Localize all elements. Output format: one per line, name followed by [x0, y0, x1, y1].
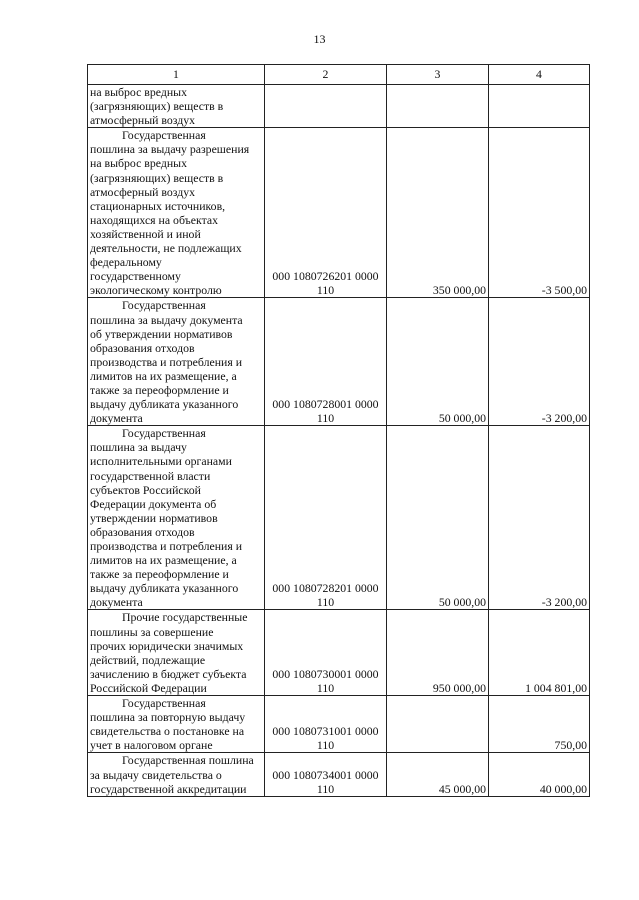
table-row [88, 426, 590, 610]
revenue-name-line: пошлина за выдачу [90, 440, 187, 455]
revenue-name-line: за выдачу свидетельства о [90, 767, 222, 782]
amount-col3-cell: 50 000,00 [387, 426, 489, 610]
table-body [88, 85, 590, 797]
amount-col4-cell: 1 004 801,00 [489, 610, 590, 696]
budget-code-line [267, 99, 384, 113]
revenue-name-line: прочих юридически значимых [90, 638, 244, 653]
revenue-name-line: Федерации документа об [90, 496, 217, 511]
revenue-name-line: экологическому контролю [90, 283, 222, 298]
revenue-name-line: утверждении нормативов [90, 510, 218, 525]
budget-code-line: 000 1080731001 0000 [272, 724, 379, 739]
table-row [88, 696, 590, 753]
budget-code-line: 000 1080734001 0000 [272, 767, 379, 782]
revenue-name-line: производства и потребления и [90, 354, 243, 369]
amount-col3-cell: 50 000,00 [387, 298, 489, 426]
revenue-name-line: федеральному [90, 255, 162, 270]
revenue-name-line: также за переоформление и [90, 382, 229, 397]
revenue-name-cell [88, 85, 265, 128]
budget-code-line: 110 [316, 781, 335, 796]
revenue-name-cell [88, 753, 265, 796]
amount-col3-cell [387, 85, 489, 128]
revenue-name-line: зачислению в бюджет субъекта [90, 666, 247, 681]
revenue-name-line: Российской Федерации [90, 680, 207, 695]
column-header: 3 [387, 65, 489, 85]
table-header-row [88, 65, 590, 85]
revenue-name-line: также за переоформление и [90, 567, 229, 582]
revenue-name-line: об утверждении нормативов [90, 326, 233, 341]
revenue-table [87, 64, 590, 797]
revenue-name-cell [88, 128, 265, 298]
revenue-name-line: государственной аккредитации [90, 781, 247, 796]
column-header: 2 [265, 65, 387, 85]
budget-code-cell [265, 426, 387, 610]
revenue-name-line: Прочие государственные [122, 610, 248, 625]
amount-col3-cell: 45 000,00 [387, 753, 489, 796]
table-row [88, 753, 590, 796]
revenue-name-line: (загрязняющих) веществ в [90, 99, 224, 114]
budget-code-cell [265, 128, 387, 298]
budget-code-cell [265, 610, 387, 696]
amount-col4-cell: 40 000,00 [489, 753, 590, 796]
budget-code-cell [265, 298, 387, 426]
budget-code-line: 000 1080726201 0000 [272, 269, 379, 284]
revenue-name-line: Государственная [122, 696, 206, 711]
revenue-name-line: хозяйственной и иной [90, 226, 201, 241]
budget-code-line: 110 [316, 595, 335, 610]
revenue-name-line: Государственная [122, 298, 206, 313]
amount-col4-cell: -3 500,00 [489, 128, 590, 298]
revenue-name-line: государственной власти [90, 468, 211, 483]
table-row [88, 85, 590, 128]
revenue-name-line: документа [90, 411, 143, 426]
amount-col3-cell: 950 000,00 [387, 610, 489, 696]
budget-code-line: 000 1080730001 0000 [272, 666, 379, 681]
table-row [88, 298, 590, 426]
table-row [88, 610, 590, 696]
revenue-name-line: Государственная [122, 426, 206, 441]
revenue-name-line: стационарных источников, [90, 198, 226, 213]
revenue-name-line: пошлина за повторную выдачу [90, 710, 246, 725]
revenue-name-line: пошлина за выдачу разрешения [90, 142, 250, 157]
revenue-name-line: исполнительными органами [90, 454, 232, 469]
revenue-name-line: образования отходов [90, 524, 195, 539]
amount-col4-cell [489, 85, 590, 128]
revenue-name-line: действий, подлежащие [90, 652, 206, 667]
amount-col3-cell: 350 000,00 [387, 128, 489, 298]
budget-code-cell [265, 696, 387, 753]
budget-code-line: 110 [316, 680, 335, 695]
revenue-name-line: субъектов Российской [90, 482, 201, 497]
column-header: 1 [88, 65, 265, 85]
page-number: 13 [313, 32, 326, 46]
amount-col4-cell: 750,00 [489, 696, 590, 753]
revenue-name-line: учет в налоговом органе [90, 738, 213, 753]
revenue-name-cell [88, 610, 265, 696]
revenue-name-line: лимитов на их размещение, а [90, 553, 237, 568]
revenue-name-line: пошлины за совершение [90, 624, 214, 639]
revenue-name-line: выдачу дубликата указанного [90, 581, 239, 596]
budget-code-line: 000 1080728201 0000 [272, 581, 379, 596]
revenue-name-line: свидетельства о постановке на [90, 724, 245, 739]
revenue-name-cell [88, 298, 265, 426]
budget-code-cell [265, 753, 387, 796]
amount-col3-cell [387, 696, 489, 753]
column-header: 4 [489, 65, 590, 85]
revenue-name-line: государственному [90, 269, 181, 284]
amount-col4-cell: -3 200,00 [489, 426, 590, 610]
budget-code-line [267, 113, 384, 127]
budget-code-line: 000 1080728001 0000 [272, 397, 379, 412]
revenue-name-line: атмосферный воздух [90, 184, 196, 199]
revenue-name-line: образования отходов [90, 340, 195, 355]
revenue-name-line: находящихся на объектах [90, 212, 219, 227]
revenue-name-cell [88, 426, 265, 610]
revenue-name-line: пошлина за выдачу документа [90, 312, 243, 327]
revenue-name-line: документа [90, 595, 143, 610]
revenue-name-line: на выброс вредных [90, 85, 187, 99]
revenue-name-line: Государственная пошлина [122, 753, 254, 768]
revenue-name-line: атмосферный воздух [90, 113, 196, 128]
revenue-name-line: деятельности, не подлежащих [90, 241, 242, 256]
amount-col4-cell: -3 200,00 [489, 298, 590, 426]
budget-code-cell [265, 85, 387, 128]
table-row [88, 128, 590, 298]
revenue-name-line: Государственная [122, 128, 206, 143]
revenue-name-line: (загрязняющих) веществ в [90, 170, 224, 185]
revenue-name-line: лимитов на их размещение, а [90, 368, 237, 383]
budget-code-line: 110 [316, 738, 335, 753]
budget-code-line: 110 [316, 411, 335, 426]
revenue-name-line: выдачу дубликата указанного [90, 397, 239, 412]
budget-code-line: 110 [316, 283, 335, 298]
revenue-name-line: производства и потребления и [90, 539, 243, 553]
revenue-name-cell [88, 696, 265, 753]
revenue-name-line: на выброс вредных [90, 156, 187, 171]
